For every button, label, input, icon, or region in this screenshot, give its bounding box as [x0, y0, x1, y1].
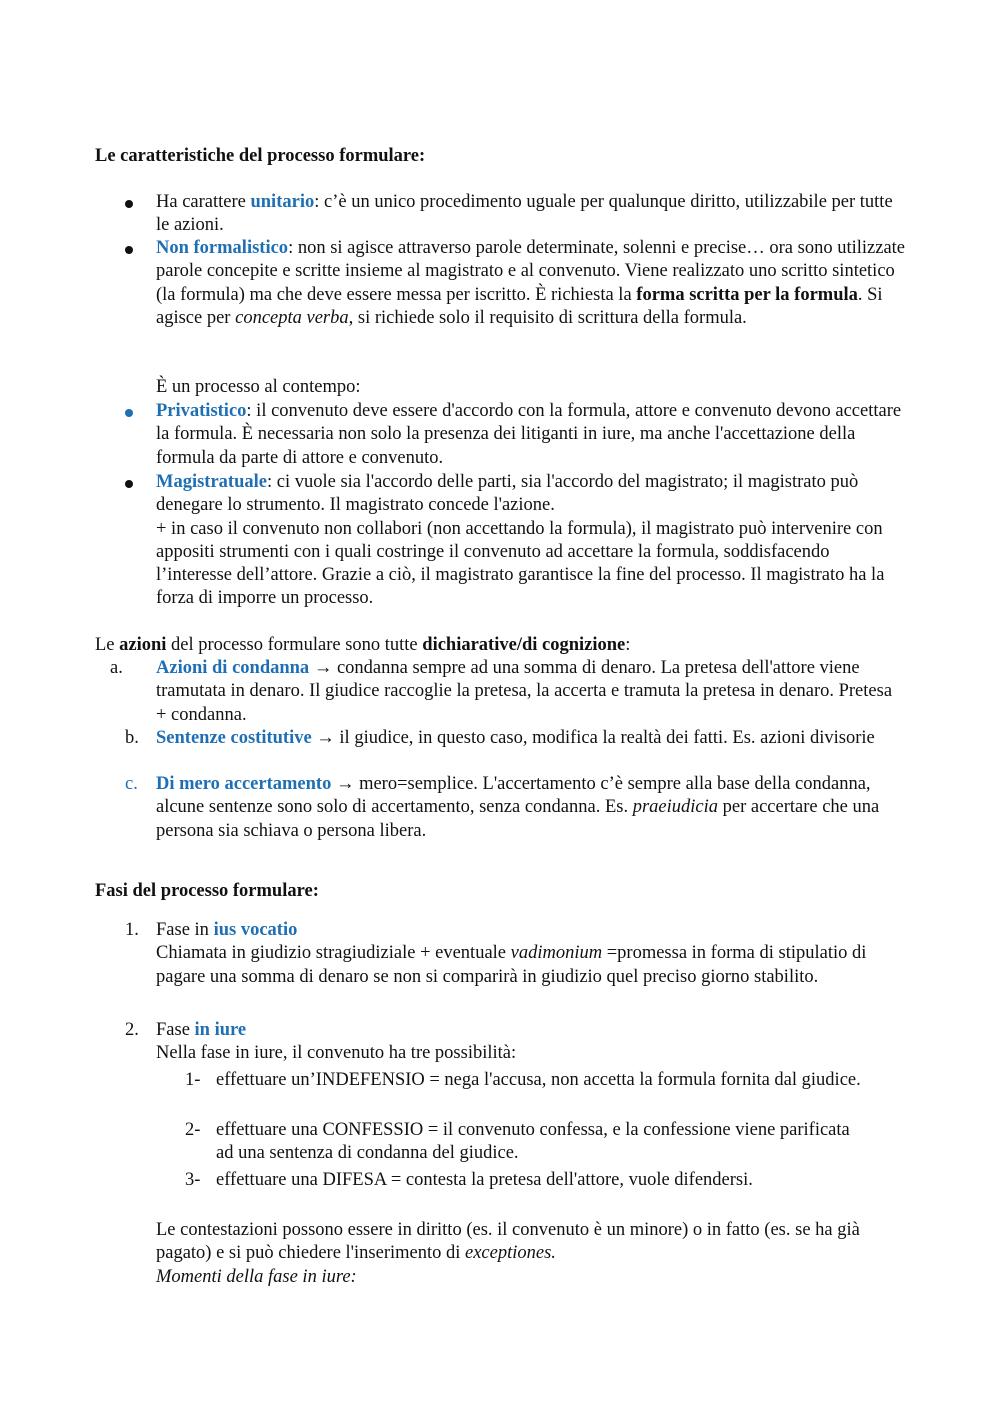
bullet-dot: [125, 200, 133, 208]
term-ius-vocatio: ius vocatio: [213, 920, 298, 940]
bullet-dot: [125, 409, 133, 417]
paragraph-text: Le contestazioni possono essere in diritto (es. il convenuto è un minore) o in fatto (es. se ha già pagato) e si può chiedere l'inserimento di: [156, 1220, 860, 1264]
option-difesa: effettuare una DIFESA = contesta la pretesa dell'attore, vuole difendersi.: [216, 1170, 753, 1190]
bold-text: dichiarative/di cognizione: [422, 635, 626, 655]
list-item-sentenze-costitutive: [156, 727, 906, 750]
list-marker: 1-: [185, 1070, 201, 1090]
item-text: : il convenuto deve essere d'accordo con la formula, attore e convenuto devono accettare la formula. È necessaria non solo la presenza dei litiganti in iure, ma anche l'accettazione della formula da parte di attore e convenuto.: [156, 401, 902, 468]
item-text: =promessa in forma di stipulatio di pagare una somma di denaro se non si comparirà in giudizio quel preciso giorno stabilito.: [156, 943, 867, 987]
italic-text: praeiudicia: [632, 797, 718, 818]
term-unitario: unitario: [250, 192, 315, 212]
list-item-di-mero-accertamento: [156, 773, 906, 843]
list-item-azioni-di-condanna: [156, 657, 906, 727]
item-text: Fase in: [156, 920, 214, 940]
option-indefensio: effettuare un’INDEFENSIO = nega l'accusa, non accetta la formula fornita dal giudice.: [216, 1070, 861, 1090]
term-azioni-di-condanna: Azioni di condanna: [156, 658, 310, 678]
item-text: , si richiede solo il requisito di scrittura della formula.: [348, 307, 747, 328]
item-text: : c’è un unico procedimento uguale per qualunque diritto, utilizzabile per tutte le azioni.: [156, 192, 893, 236]
bold-text: forma scritta per la formula: [636, 284, 858, 305]
list-marker: c.: [125, 774, 138, 794]
term-sentenze-costitutive: Sentenze costitutive: [156, 728, 312, 748]
list-marker: a.: [110, 658, 123, 678]
paragraph-text: :: [625, 635, 631, 655]
item-text: per accertare che una persona sia schiava o persona libera.: [156, 797, 880, 841]
bullet-dot: [125, 480, 133, 488]
arrow-icon: →: [309, 658, 337, 678]
bold-text: azioni: [119, 635, 167, 655]
section-heading-characteristics: Le caratteristiche del processo formulare:: [95, 146, 426, 166]
list-marker: 1.: [125, 920, 139, 940]
paragraph-text: del processo formulare sono tutte: [166, 635, 423, 655]
item-text: Nella fase in iure, il convenuto ha tre possibilità:: [156, 1043, 517, 1064]
list-marker: b.: [125, 728, 139, 748]
italic-subheading: Momenti della fase in iure:: [156, 1266, 357, 1287]
list-item-in-iure: [156, 1019, 916, 1066]
term-non-formalistico: Non formalistico: [156, 238, 289, 258]
item-text: Ha carattere: [156, 192, 251, 212]
arrow-icon: →: [331, 774, 360, 794]
italic-text: vadimonium: [510, 943, 603, 964]
list-item-privatistico: [156, 400, 906, 470]
paragraph-actions-intro: [95, 634, 905, 657]
item-text: + in caso il convenuto non collabori (non accettando la formula), il magistrato può intervenire con appositi strumenti con i quali costringe il convenuto ad accettare la formula, soddisfacendo l’interesse dell’attore. Grazie a ciò, il magistrato garantisce la fine del processo. Il magistrato ha la forza di imporre un processo.: [156, 518, 885, 609]
list-marker: 3-: [185, 1170, 201, 1190]
italic-text: exceptiones.: [465, 1243, 556, 1264]
section-heading-phases: Fasi del processo formulare:: [95, 881, 319, 901]
term-privatistico: Privatistico: [156, 401, 247, 421]
item-text: il giudice, in questo caso, modifica la realtà dei fatti. Es. azioni divisorie: [339, 728, 875, 748]
list-item-unitario: [156, 191, 906, 238]
item-text: : non si agisce attraverso parole determinate, solenni e precise… ora sono utilizzate parole concepite e scritte insieme al magistrato e al convenuto. Viene realizzato uno scritto sintetico (la formula) ma che deve essere messa per iscritto. È richiesta la: [156, 238, 906, 305]
list-marker: 2-: [185, 1120, 201, 1140]
term-magistratuale: Magistratuale: [156, 472, 267, 492]
bullet-dot: [125, 246, 133, 254]
term-di-mero-accertamento: Di mero accertamento: [156, 774, 332, 794]
list-item-non-formalistico: [156, 237, 906, 330]
paragraph-contestazioni: [156, 1219, 916, 1289]
list-marker: 2.: [125, 1020, 139, 1040]
item-text: : ci vuole sia l'accordo delle parti, sia l'accordo del magistrato; il magistrato può denegare lo strumento. Il magistrato concede l'azione.: [156, 472, 859, 516]
item-text: . Si agisce per: [156, 284, 883, 328]
italic-text: concepta verba: [235, 307, 349, 328]
item-text: mero=semplice. L'accertamento c’è sempre alla base della condanna, alcune sentenze sono solo di accertamento, senza condanna. Es.: [156, 774, 871, 818]
arrow-icon: →: [311, 728, 340, 748]
paragraph-intro: È un processo al contempo:: [156, 377, 361, 397]
list-item-magistratuale: [156, 471, 906, 611]
option-confessio: effettuare una CONFESSIO = il convenuto confessa, e la confessione viene parificata ad una sentenza di condanna del giudice.: [216, 1120, 850, 1164]
item-text: Chiamata in giudizio stragiudiziale + eventuale: [156, 943, 511, 964]
item-text: Fase: [156, 1020, 195, 1040]
item-text: condanna sempre ad una somma di denaro. La pretesa dell'attore viene tramutata in denaro. Il giudice raccoglie la pretesa, la accerta e tramuta la pretesa in denaro. Pretesa + condanna.: [156, 658, 893, 725]
paragraph-text: Le: [95, 635, 120, 655]
list-item-ius-vocatio: [156, 919, 916, 989]
term-in-iure: in iure: [194, 1020, 247, 1040]
